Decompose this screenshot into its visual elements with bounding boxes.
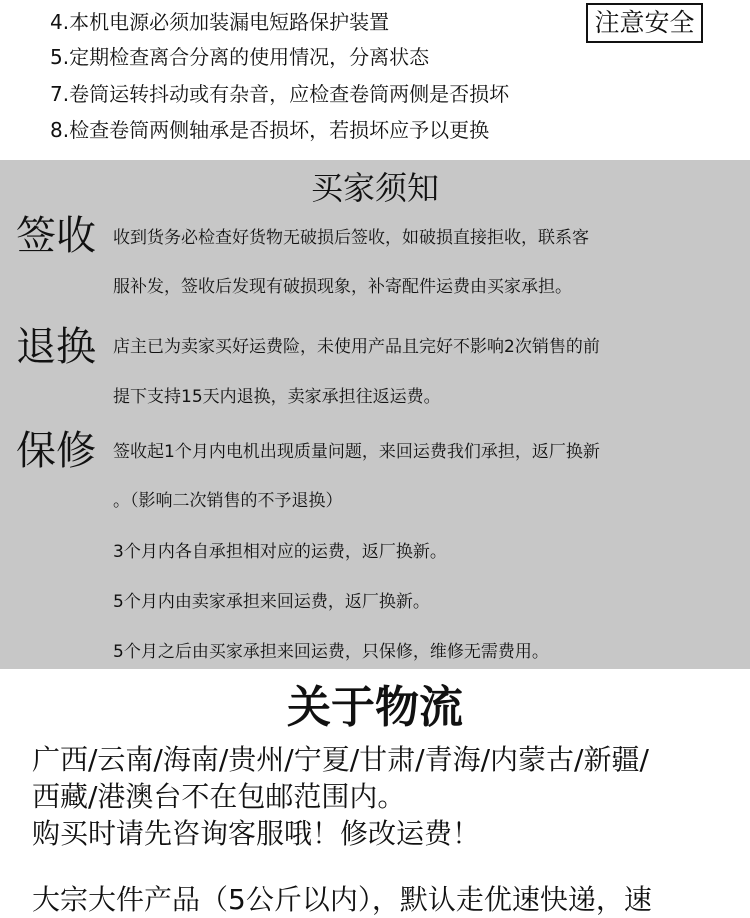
return-line-1: 店主已为卖家买好运费险，未使用产品且完好不影响2次销售的前 <box>113 337 600 357</box>
warranty-line-1: 签收起1个月内电机出现质量问题，来回运费我们承担，返厂换新 <box>113 442 600 462</box>
safety-line-5: 5.定期检查离合分离的使用情况，分离状态 <box>50 45 430 69</box>
logistics-line-2: 西藏/港澳台不在包邮范围内。 <box>32 780 406 813</box>
logistics-line-4: 大宗大件产品（5公斤以内），默认走优速快递，速 <box>32 883 652 916</box>
buyer-notice-title: 买家须知 <box>310 169 439 207</box>
logistics-line-3: 购买时请先咨询客服哦！修改运费！ <box>32 817 481 850</box>
warranty-label: 保修 <box>16 428 96 474</box>
safety-line-8: 8.检查卷筒两侧轴承是否损坏，若损坏应予以更换 <box>50 118 490 142</box>
safety-badge: 注意安全 <box>586 3 703 43</box>
return-label: 退换 <box>16 324 96 370</box>
sign-line-1: 收到货务必检查好货物无破损后签收，如破损直接拒收，联系客 <box>113 228 589 248</box>
logistics-title: 关于物流 <box>287 682 463 733</box>
warranty-line-3: 3个月内各自承担相对应的运费，返厂换新。 <box>113 542 447 562</box>
safety-line-7: 7.卷筒运转抖动或有杂音，应检查卷筒两侧是否损坏 <box>50 82 510 106</box>
sign-line-2: 服补发，签收后发现有破损现象，补寄配件运费由买家承担。 <box>113 277 572 297</box>
logistics-line-1: 广西/云南/海南/贵州/宁夏/甘肃/青海/内蒙古/新疆/ <box>32 743 649 776</box>
return-line-2: 提下支持15天内退换，卖家承担往返运费。 <box>113 387 441 407</box>
warranty-line-4: 5个月内由卖家承担来回运费，返厂换新。 <box>113 592 430 612</box>
warranty-line-5: 5个月之后由买家承担来回运费，只保修，维修无需费用。 <box>113 642 549 662</box>
sign-label: 签收 <box>16 213 96 259</box>
warranty-line-2: 。（影响二次销售的不予退换） <box>113 491 343 511</box>
safety-line-4: 4.本机电源必须加装漏电短路保护装置 <box>50 10 390 34</box>
